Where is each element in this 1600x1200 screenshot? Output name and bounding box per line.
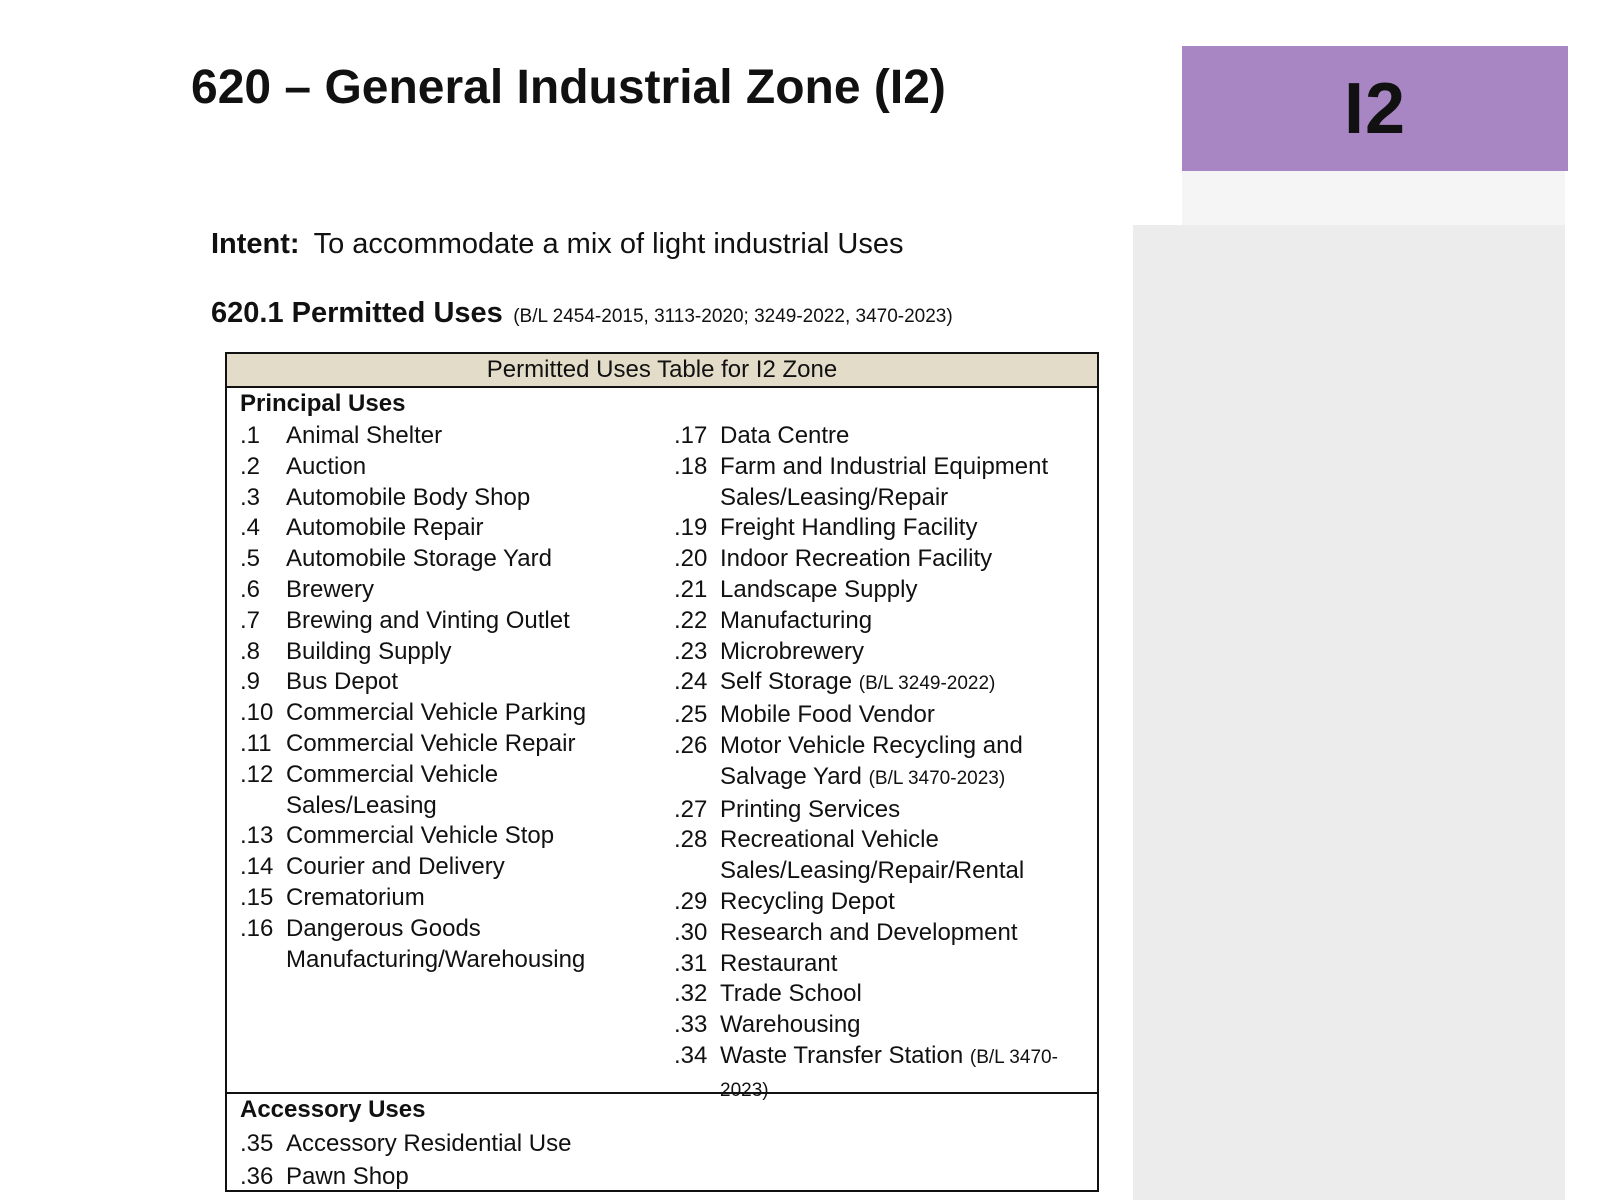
use-number: .36 — [240, 1163, 274, 1190]
use-name-line: Trade School — [720, 980, 862, 1008]
use-name — [720, 887, 1094, 918]
section-title: 620.1 Permitted Uses — [211, 297, 503, 329]
use-number: .9 — [240, 668, 261, 696]
list-item — [674, 452, 1094, 483]
table-header: Permitted Uses Table for I2 Zone — [227, 354, 1097, 388]
list-item — [240, 452, 670, 483]
list-item — [240, 667, 670, 698]
use-name — [286, 1160, 840, 1193]
list-item — [674, 637, 1094, 668]
use-name-line: Commercial Vehicle Stop — [286, 822, 555, 850]
list-item — [674, 731, 1094, 762]
use-name-line: Automobile Body Shop — [286, 483, 531, 511]
use-name-line: Bus Depot — [286, 668, 399, 696]
use-name-line: Motor Vehicle Recycling and — [720, 731, 1023, 759]
list-item — [240, 883, 670, 914]
side-panel-top — [1182, 171, 1565, 225]
use-name — [720, 825, 1094, 856]
use-name-line: Commercial Vehicle Parking — [286, 699, 587, 727]
list-item — [240, 483, 670, 514]
list-item — [674, 762, 1094, 795]
use-number: .35 — [240, 1130, 274, 1157]
use-name — [286, 698, 670, 729]
use-name-line: Restaurant — [720, 949, 838, 977]
use-number — [674, 762, 720, 795]
use-number: .21 — [674, 575, 708, 603]
list-item — [240, 914, 670, 945]
use-name — [286, 421, 670, 452]
use-name — [286, 852, 670, 883]
list-item — [240, 637, 670, 668]
list-item — [674, 887, 1094, 918]
list-item — [674, 856, 1094, 887]
use-name — [286, 945, 670, 976]
list-item — [240, 606, 670, 637]
use-number — [674, 483, 720, 514]
use-name — [286, 606, 670, 637]
use-name — [720, 637, 1094, 668]
use-number: .13 — [240, 822, 274, 850]
use-name — [286, 637, 670, 668]
list-item — [240, 1160, 840, 1193]
use-number: .15 — [240, 883, 274, 911]
use-number: .17 — [674, 422, 708, 449]
use-name-line: Sales/Leasing/Repair — [720, 483, 949, 511]
use-name-line: Microbrewery — [720, 637, 865, 665]
list-item — [240, 821, 670, 852]
bylaw-reference: (B/L 3470-2023) — [868, 767, 1006, 789]
use-name-line: Courier and Delivery — [286, 853, 505, 881]
use-number: .25 — [674, 701, 708, 729]
use-name — [286, 1127, 840, 1160]
use-number: .26 — [674, 731, 708, 759]
page-title: 620 – General Industrial Zone (I2) — [191, 61, 946, 114]
use-name — [720, 979, 1094, 1010]
use-name — [720, 700, 1094, 731]
use-name-line: Sales/Leasing — [286, 791, 437, 819]
use-name-line: Freight Handling Facility — [720, 514, 978, 542]
zone-tab — [1182, 46, 1568, 171]
principal-uses-right-column — [674, 421, 1094, 1107]
use-number: .23 — [674, 637, 708, 665]
use-name — [286, 791, 670, 822]
use-name-line: Brewing and Vinting Outlet — [286, 606, 570, 634]
use-number: .5 — [240, 545, 261, 573]
list-item — [240, 729, 670, 760]
list-item — [674, 979, 1094, 1010]
use-name — [720, 949, 1094, 980]
use-name — [720, 513, 1094, 544]
use-name-line: Commercial Vehicle — [286, 760, 499, 788]
use-number: .3 — [240, 483, 261, 511]
use-name-line: Brewery — [286, 575, 375, 603]
use-name — [720, 795, 1094, 826]
use-name-line: Mobile Food Vendor — [720, 701, 935, 729]
list-item — [674, 949, 1094, 980]
use-name-line: Automobile Repair — [286, 514, 484, 542]
list-item — [674, 667, 1094, 700]
use-name — [720, 544, 1094, 575]
use-name-line: Sales/Leasing/Repair/Rental — [720, 857, 1025, 885]
list-item — [240, 945, 670, 976]
accessory-uses-heading: Accessory Uses — [240, 1096, 426, 1123]
use-name-line: Recycling Depot — [720, 887, 895, 915]
use-name — [720, 731, 1094, 762]
list-item — [674, 700, 1094, 731]
use-name — [720, 483, 1094, 514]
use-name-line: Data Centre — [720, 422, 850, 449]
side-panel — [1133, 225, 1565, 1200]
intent-text: To accommodate a mix of light industrial Uses — [313, 228, 904, 260]
principal-uses-block — [227, 388, 1097, 1101]
use-number: .4 — [240, 514, 261, 542]
use-name-line: Dangerous Goods — [286, 914, 481, 942]
use-name-line: Waste Transfer Station — [720, 1041, 964, 1069]
use-name — [286, 575, 670, 606]
use-name-line: Building Supply — [286, 637, 452, 665]
use-name — [720, 606, 1094, 637]
use-name-line: Pawn Shop — [286, 1163, 409, 1190]
use-number — [240, 791, 286, 822]
list-item — [240, 575, 670, 606]
use-name — [286, 513, 670, 544]
use-number: .34 — [674, 1041, 708, 1069]
use-name — [286, 483, 670, 514]
use-name — [720, 918, 1094, 949]
use-name — [286, 667, 670, 698]
use-name — [286, 821, 670, 852]
use-name — [286, 544, 670, 575]
use-number: .10 — [240, 699, 274, 727]
intent-statement — [211, 228, 904, 261]
list-item — [240, 852, 670, 883]
use-number: .14 — [240, 853, 274, 881]
list-item — [674, 918, 1094, 949]
list-item — [240, 513, 670, 544]
use-name-line: Manufacturing/Warehousing — [286, 945, 586, 973]
use-number: .29 — [674, 887, 708, 915]
list-item — [674, 795, 1094, 826]
use-number: .11 — [240, 729, 272, 757]
use-name-line: Indoor Recreation Facility — [720, 545, 993, 573]
use-name-line: Farm and Industrial Equipment — [720, 452, 1049, 480]
principal-uses-left-column — [240, 421, 670, 975]
section-refs: (B/L 2454-2015, 3113-2020; 3249-2022, 3470-2023) — [513, 306, 953, 327]
use-name — [720, 1010, 1094, 1041]
list-item — [240, 760, 670, 791]
use-number: .27 — [674, 795, 708, 823]
list-item — [674, 483, 1094, 514]
use-name-line: Animal Shelter — [286, 422, 443, 449]
use-number: .8 — [240, 637, 261, 665]
use-name — [720, 762, 1094, 795]
use-name-line: Manufacturing — [720, 606, 873, 634]
zone-tab-label: I2 — [1343, 68, 1407, 149]
section-heading — [211, 297, 953, 330]
use-name-line: Self Storage — [720, 668, 853, 696]
use-number: .12 — [240, 760, 274, 788]
use-number: .24 — [674, 668, 708, 696]
list-item — [674, 1010, 1094, 1041]
list-item — [674, 513, 1094, 544]
list-item — [674, 606, 1094, 637]
use-name — [286, 729, 670, 760]
list-item — [240, 1127, 840, 1160]
use-number — [240, 945, 286, 976]
use-name-line: Salvage Yard — [720, 762, 862, 790]
use-number: .22 — [674, 606, 708, 634]
bylaw-reference: (B/L 3249-2022) — [858, 673, 996, 695]
use-name-line: Warehousing — [720, 1011, 861, 1039]
use-number: .31 — [674, 949, 708, 977]
use-number: .19 — [674, 514, 708, 542]
use-number: .18 — [674, 452, 708, 480]
use-number: .6 — [240, 575, 261, 603]
list-item — [674, 825, 1094, 856]
use-name — [720, 856, 1094, 887]
use-name-line: Crematorium — [286, 883, 425, 911]
use-number: .20 — [674, 545, 708, 573]
use-number: .30 — [674, 918, 708, 946]
use-name — [720, 452, 1094, 483]
accessory-uses-block — [227, 1094, 1097, 1194]
use-name — [286, 914, 670, 945]
use-number: .1 — [240, 422, 261, 449]
list-item — [240, 698, 670, 729]
use-name-line: Auction — [286, 452, 367, 480]
list-item — [240, 791, 670, 822]
use-name-line: Recreational Vehicle — [720, 826, 939, 854]
use-name-line: Landscape Supply — [720, 575, 918, 603]
use-name — [720, 575, 1094, 606]
use-name-line: Commercial Vehicle Repair — [286, 729, 576, 757]
use-name-line: Accessory Residential Use — [286, 1130, 572, 1157]
use-number: .2 — [240, 452, 261, 480]
use-number: .7 — [240, 606, 261, 634]
use-number: .32 — [674, 980, 708, 1008]
use-number: .16 — [240, 914, 274, 942]
use-name — [286, 760, 670, 791]
use-name-line: Printing Services — [720, 795, 901, 823]
use-name — [720, 667, 1094, 700]
bylaw-reference: (B/L 3470-2023) — [720, 1046, 1058, 1101]
list-item — [674, 575, 1094, 606]
principal-uses-heading: Principal Uses — [240, 390, 406, 417]
use-name — [720, 421, 1094, 452]
intent-label: Intent: — [211, 228, 300, 260]
use-name — [286, 452, 670, 483]
use-number — [674, 856, 720, 887]
list-item — [240, 421, 670, 452]
use-name — [286, 883, 670, 914]
use-name-line: Research and Development — [720, 918, 1018, 946]
use-number: .33 — [674, 1011, 708, 1039]
list-item — [674, 421, 1094, 452]
use-name-line: Automobile Storage Yard — [286, 545, 552, 573]
accessory-uses-column — [240, 1127, 840, 1193]
permitted-uses-table — [225, 352, 1099, 1192]
list-item — [674, 544, 1094, 575]
list-item — [240, 544, 670, 575]
use-number: .28 — [674, 826, 708, 854]
